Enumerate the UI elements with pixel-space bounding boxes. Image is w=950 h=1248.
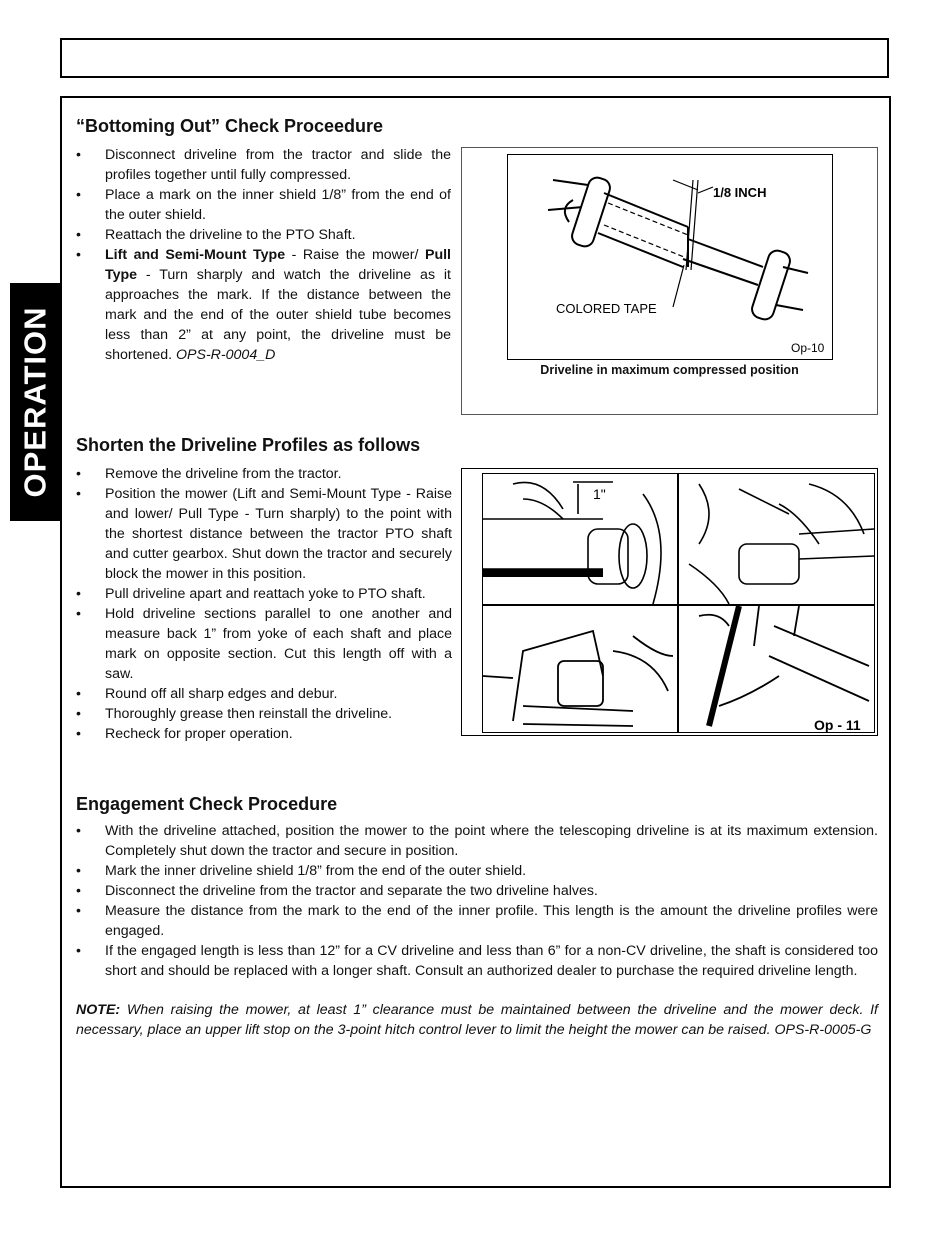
step-panel-measure (482, 473, 678, 605)
list-item: • Mark the inner driveline shield 1/8” from the end of the outer shield. (76, 861, 878, 881)
list-text: - Turn sharply and watch the driveline as it approaches the mark. If the distance between the mark and the end of the outer shield tube becomes less than 2” at any point, the driveline must be shortened. (105, 267, 451, 363)
section-side-tab (10, 283, 61, 521)
list-item: • Disconnect driveline from the tractor and slide the profiles together until fully compressed. (76, 145, 451, 185)
driveline-drawing (508, 155, 832, 359)
list-item: • Measure the distance from the mark to the end of the inner profile. This length is the amount the driveline profiles were engaged. (76, 901, 878, 941)
reference-code: OPS-R-0004_D (176, 347, 276, 363)
list-item: • Thoroughly grease then reinstall the driveline. (76, 704, 452, 724)
figure-caption: Driveline in maximum compressed position (540, 363, 799, 377)
one-inch-label: 1" (593, 486, 606, 502)
shorten-list (76, 464, 452, 744)
step-panel-cut (482, 605, 678, 733)
list-item: • Pull driveline apart and reattach yoke to PTO shaft. (76, 584, 452, 604)
lift-type-label: Lift and Semi-Mount Type (105, 247, 286, 263)
list-item: • With the driveline attached, position the mower to the point where the telescoping driveline is at its maximum extension. Completely shut down the tractor and secure in position. (76, 821, 878, 861)
note-label: NOTE: (76, 1002, 121, 1018)
figure-ref-op11: Op - 11 (814, 717, 861, 733)
shorten-heading: Shorten the Driveline Profiles as follows (76, 435, 421, 455)
section-tab-label: OPERATION (17, 306, 53, 498)
list-item: • If the engaged length is less than 12” for a CV driveline and less than 6” for a non-CV driveline, the shaft is considered too short and should be replaced with a longer shaft. Consult an authorized dealer to purchase the required driveline length. (76, 941, 878, 981)
list-item: • Round off all sharp edges and debur. (76, 684, 452, 704)
inch-label: 1/8 INCH (713, 185, 767, 200)
engagement-heading: Engagement Check Procedure (76, 794, 338, 814)
list-item: • Remove the driveline from the tractor. (76, 464, 452, 484)
list-item: • Place a mark on the inner shield 1/8” from the end of the outer shield. (76, 185, 451, 225)
colored-tape-label: COLORED TAPE (556, 301, 657, 316)
step-panel-debur (678, 605, 875, 733)
figure-shorten-steps (461, 468, 878, 736)
note-text: When raising the mower, at least 1” clearance must be maintained between the driveline and the mower deck. If necessary, place an upper lift stop on the 3-point hitch control lever to limit the height the mower can be raised. OPS-R-0005-G (76, 1002, 878, 1038)
bottoming-out-list (76, 145, 451, 365)
list-item: • Reattach the driveline to the PTO Shaft. (76, 225, 451, 245)
list-item: • Recheck for proper operation. (76, 724, 452, 744)
list-text: - Raise the mower/ (285, 247, 425, 263)
engagement-list (76, 821, 878, 981)
figure-driveline-illustration (507, 154, 833, 360)
page-header-box (60, 38, 889, 78)
list-item (76, 245, 451, 365)
safety-note (76, 1000, 878, 1040)
pull-type-label: Pull Type (105, 247, 451, 283)
list-item: • Position the mower (Lift and Semi-Mount Type - Raise and lower/ Pull Type - Turn sharply) to the point with the shortest distance between the tractor PTO shaft and cutter gearbox. Shut down the tractor and securely block the mower in this position. (76, 484, 452, 584)
list-item: • Hold driveline sections parallel to one another and measure back 1” from yoke of each shaft and place mark on opposite section. Cut this length off with a saw. (76, 604, 452, 684)
bottoming-out-heading: “Bottoming Out” Check Proceedure (76, 116, 384, 136)
figure-ref-op10: Op-10 (791, 341, 825, 355)
list-item: • Disconnect the driveline from the tractor and separate the two driveline halves. (76, 881, 878, 901)
step-panel-mark (678, 473, 875, 605)
